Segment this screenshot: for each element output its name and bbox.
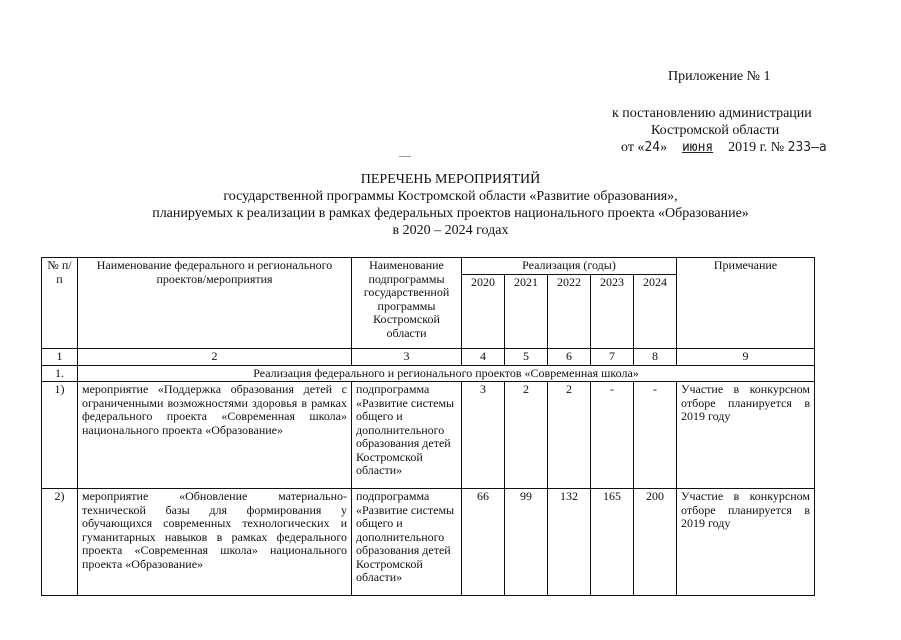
section-title: Реализация федерального и регионального проектов «Современная школа» <box>78 365 815 382</box>
row-measure-name: мероприятие «Поддержка образования детей с ограниченными возможностями здоровья в рамках федерального проекта «Современная школа» национального проекта «Образование» <box>78 382 352 489</box>
colnum-6: 6 <box>548 349 591 366</box>
divider-mark <box>399 156 411 157</box>
col-header-num: № п/п <box>42 258 78 349</box>
doc-subtitle-2: планируемых к реализации в рамках федеральных проектов национального проекта «Образование» <box>152 206 749 221</box>
doc-subtitle-1: государственной программы Костромской области «Развитие образования», <box>223 189 678 204</box>
colnum-8: 8 <box>634 349 677 366</box>
section-row <box>42 365 815 382</box>
row-measure-name: мероприятие «Обновление материально-технической базы для формирования у обучающихся современных технологических и гуманитарных навыков в рамках федерального проекта «Современная школа» национального проекта «Образование» <box>78 489 352 596</box>
colnum-1: 1 <box>42 349 78 366</box>
resolution-date <box>621 140 827 156</box>
doc-subtitle-3: в 2020 – 2024 годах <box>392 223 509 238</box>
date-mid: » <box>660 140 668 155</box>
resolution-line: к постановлению администрации <box>612 106 812 121</box>
row-value-2020: 66 <box>462 489 505 596</box>
row-value-2021: 2 <box>505 382 548 489</box>
col-header-note: Примечание <box>677 258 815 349</box>
appendix-label: Приложение № 1 <box>668 69 771 84</box>
row-subprogram: подпрограмма «Развитие системы общего и дополнительного образования детей Костромской области» <box>352 489 462 596</box>
row-value-2022: 2 <box>548 382 591 489</box>
colnum-4: 4 <box>462 349 505 366</box>
row-num: 2) <box>42 489 78 596</box>
col-header-name: Наименование федерального и регионального проектов/мероприятия <box>78 258 352 349</box>
year-2022: 2022 <box>548 274 591 349</box>
measures-table <box>41 257 815 596</box>
row-value-2023: 165 <box>591 489 634 596</box>
year-2020: 2020 <box>462 274 505 349</box>
year-2024: 2024 <box>634 274 677 349</box>
date-prefix: от « <box>621 140 645 155</box>
colnum-9: 9 <box>677 349 815 366</box>
region-line: Костромской области <box>651 123 780 138</box>
date-month: июня <box>681 140 714 155</box>
row-value-2024: - <box>634 382 677 489</box>
table-row <box>42 489 815 596</box>
col-header-implementation: Реализация (годы) <box>462 258 677 275</box>
row-num: 1) <box>42 382 78 489</box>
colnum-3: 3 <box>352 349 462 366</box>
column-number-row <box>42 349 815 366</box>
colnum-5: 5 <box>505 349 548 366</box>
row-value-2023: - <box>591 382 634 489</box>
resolution-number: 233–а <box>787 140 827 155</box>
year-2021: 2021 <box>505 274 548 349</box>
colnum-7: 7 <box>591 349 634 366</box>
row-value-2020: 3 <box>462 382 505 489</box>
section-num: 1. <box>42 365 78 382</box>
col-header-subprogram: Наименование подпрограммы государственной программы Костромской области <box>352 258 462 349</box>
header-row <box>42 258 815 275</box>
row-value-2021: 99 <box>505 489 548 596</box>
row-note: Участие в конкурсном отборе планируется в 2019 году <box>677 489 815 596</box>
row-value-2024: 200 <box>634 489 677 596</box>
date-day: 24 <box>644 140 661 155</box>
table-row <box>42 382 815 489</box>
year-2023: 2023 <box>591 274 634 349</box>
row-value-2022: 132 <box>548 489 591 596</box>
colnum-2: 2 <box>78 349 352 366</box>
row-subprogram: подпрограмма «Развитие системы общего и дополнительного образования детей Костромской области» <box>352 382 462 489</box>
row-note: Участие в конкурсном отборе планируется в 2019 году <box>677 382 815 489</box>
date-year: 2019 г. № <box>728 140 785 155</box>
doc-title: ПЕРЕЧЕНЬ МЕРОПРИЯТИЙ <box>360 172 541 187</box>
